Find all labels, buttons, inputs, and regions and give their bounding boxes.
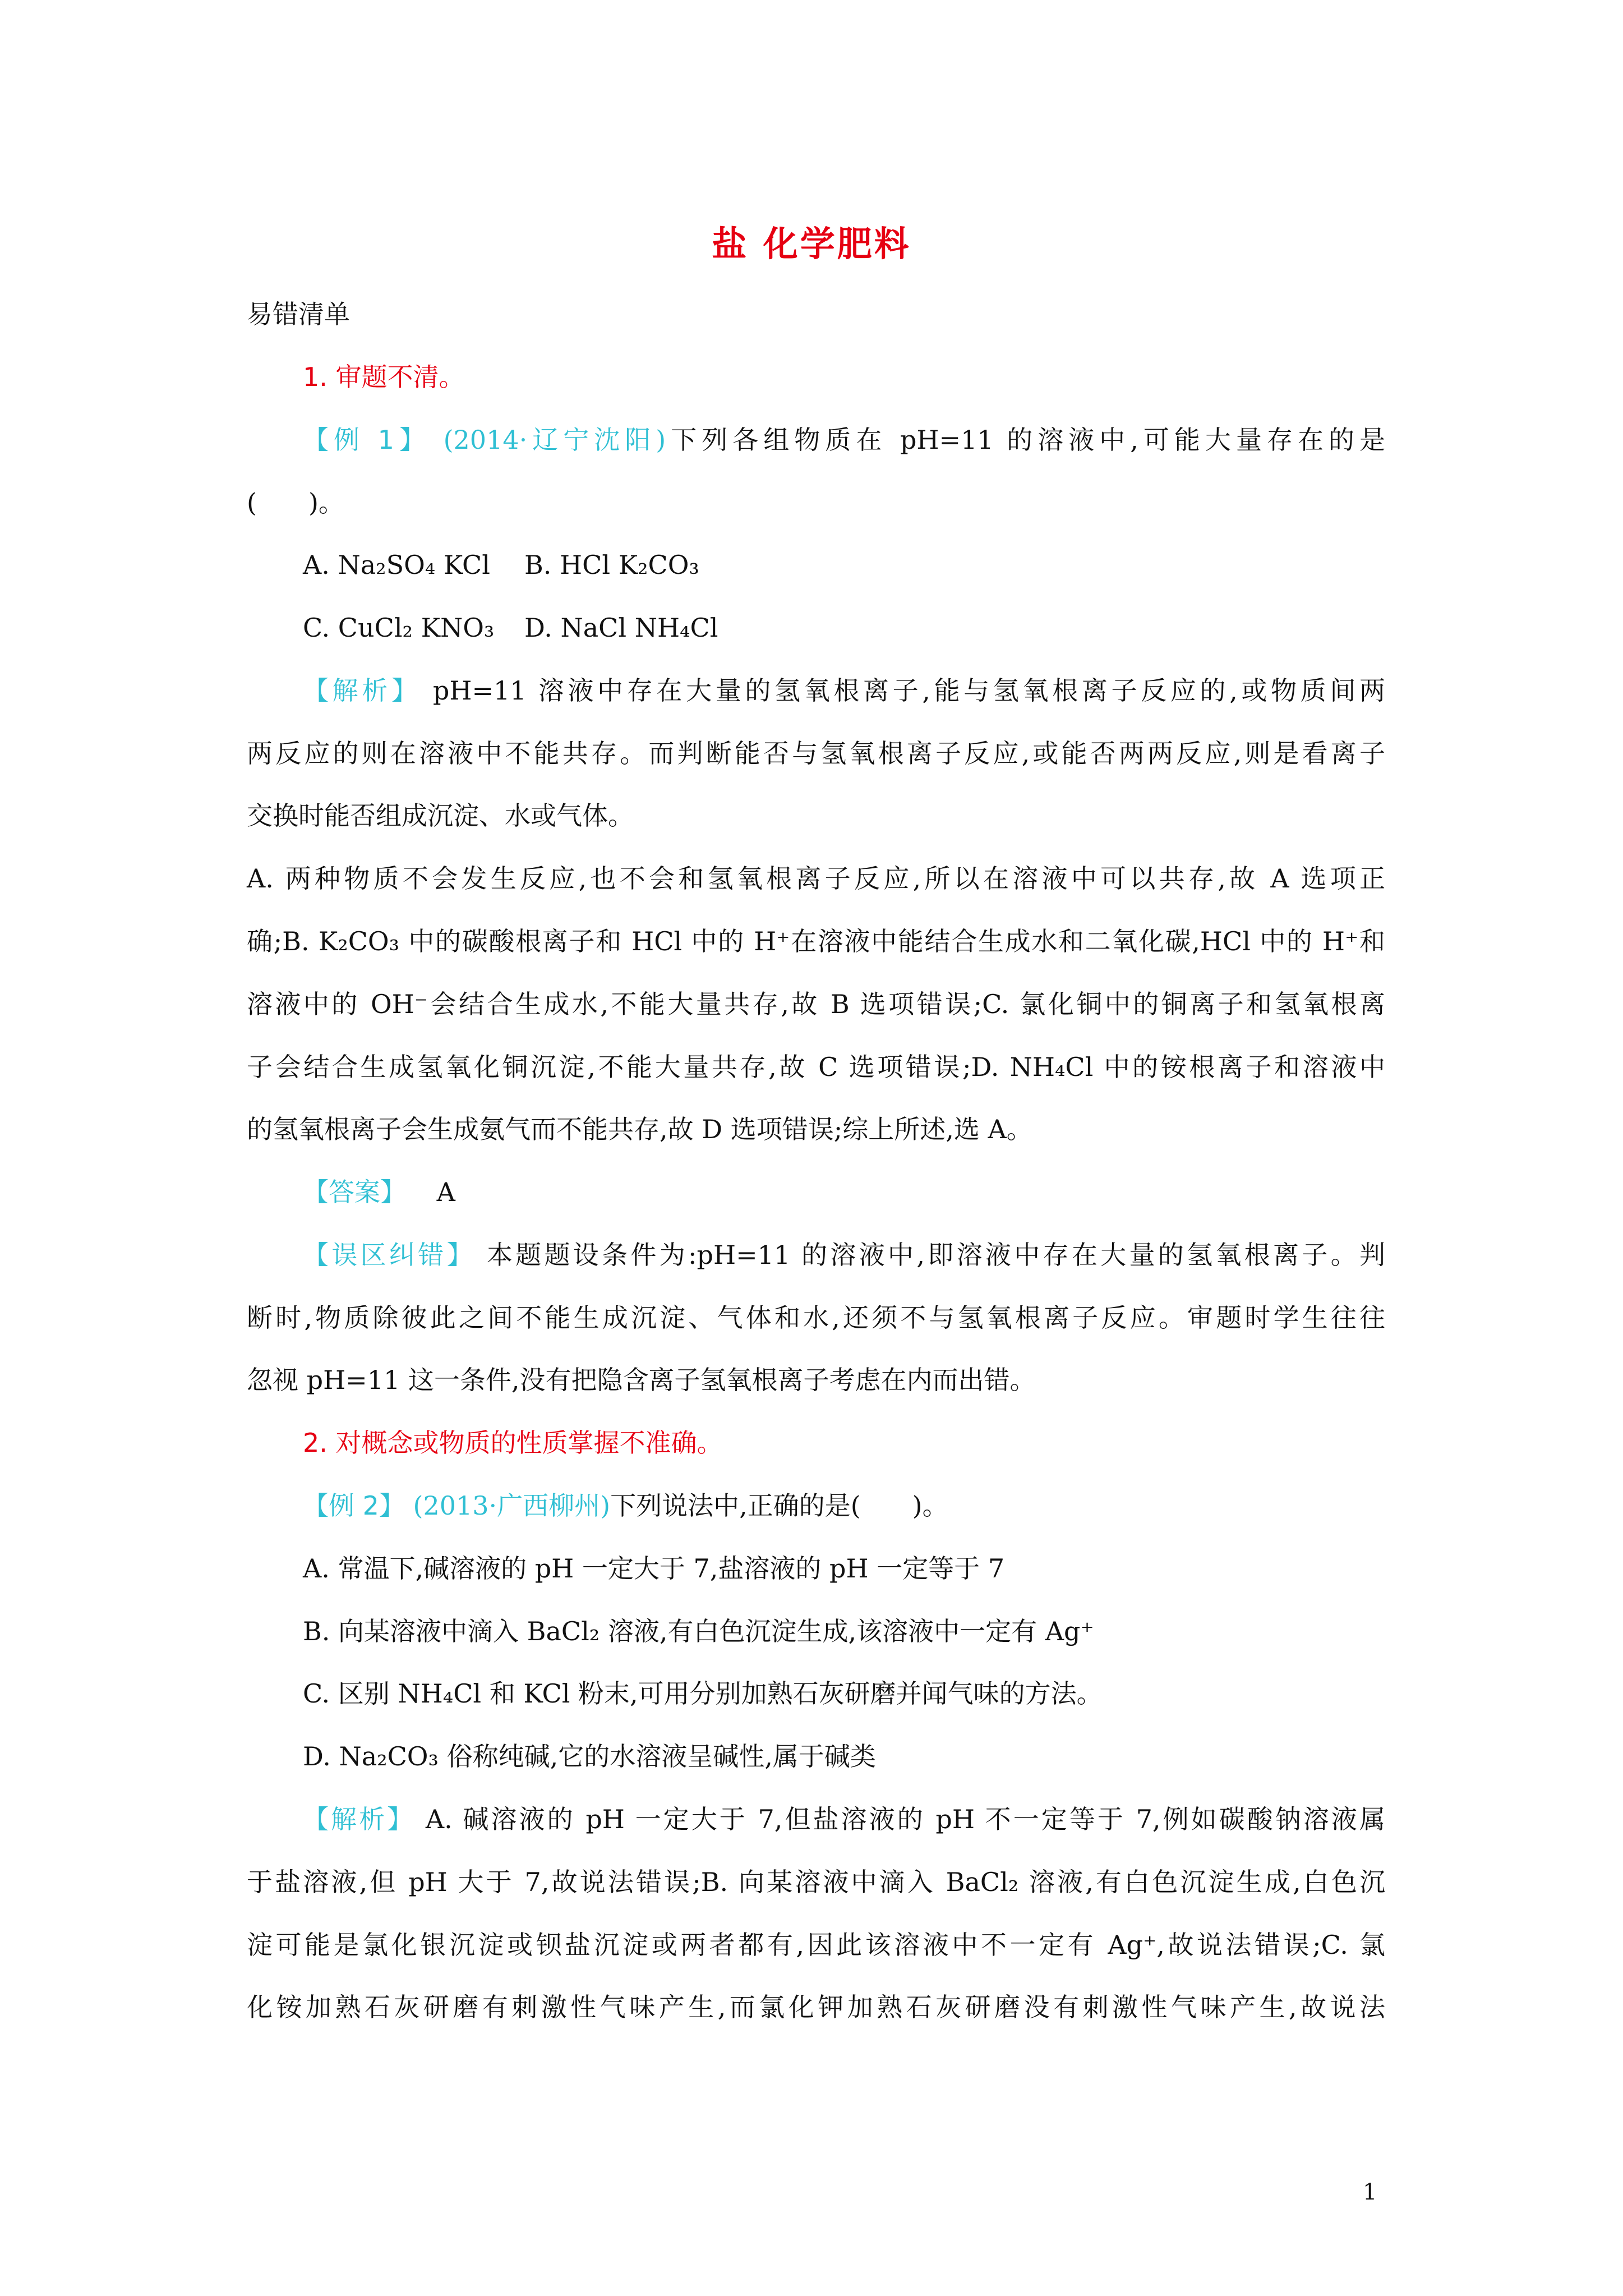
example-1-question-text: 下列各组物质在 pH=11 的溶液中,可能大量存在的是 bbox=[666, 425, 1385, 455]
example-1-detail-line-3: 溶液中的 OH⁻会结合生成水,不能大量共存,故 B 选项错误;C. 氯化铜中的铜离子和氢氧根离 bbox=[247, 989, 1385, 1019]
example-2-option-c: C. 区别 NH₄Cl 和 KCl 粉末,可用分别加熟石灰研磨并闻气味的方法。 bbox=[303, 1678, 1103, 1709]
example-1-analysis-text: pH=11 溶液中存在大量的氢氧根离子,能与氢氧根离子反应的,或物质间两 bbox=[432, 675, 1386, 706]
example-1-analysis bbox=[303, 674, 1385, 707]
example-1-analysis-line-3: 交换时能否组成沉淀、水或气体。 bbox=[247, 800, 634, 831]
example-1-error-line-3: 忽视 pH=11 这一条件,没有把隐含离子氢氧根离子考虑在内而出错。 bbox=[247, 1365, 1036, 1395]
example-1-options-ab bbox=[303, 548, 1385, 582]
example-2-source: (2013·广西柳州) bbox=[413, 1490, 611, 1521]
example-1-error-tag: 【误区纠错】 bbox=[303, 1240, 476, 1270]
example-1-question-blank: ( )。 bbox=[247, 487, 344, 518]
example-1-source: (2014·辽宁沈阳) bbox=[443, 425, 666, 455]
page-number: 1 bbox=[1363, 2179, 1377, 2205]
example-1-option-c: C. CuCl₂ KNO₃ bbox=[303, 613, 495, 643]
example-2-analysis-tag: 【解析】 bbox=[303, 1804, 416, 1834]
example-2-option-a: A. 常温下,碱溶液的 pH 一定大于 7,盐溶液的 pH 一定等于 7 bbox=[303, 1553, 1005, 1584]
example-1-detail-line-5: 的氢氧根离子会生成氨气而不能共存,故 D 选项错误;综上所述,选 A。 bbox=[247, 1114, 1032, 1144]
example-2-analysis-line-2: 于盐溶液,但 pH 大于 7,故说法错误;B. 向某溶液中滴入 BaCl₂ 溶液,有白色沉淀生成,白色沉 bbox=[247, 1867, 1385, 1897]
example-1-answer-value: A bbox=[436, 1177, 455, 1207]
point-2-heading: 2. 对概念或物质的性质掌握不准确。 bbox=[303, 1428, 723, 1458]
section-heading: 易错清单 bbox=[247, 299, 350, 329]
example-1-detail-line-2: 确;B. K₂CO₃ 中的碳酸根离子和 HCl 中的 H⁺在溶液中能结合生成水和二氧化碳,HCl 中的 H⁺和 bbox=[247, 926, 1385, 956]
example-1-answer-tag: 【答案】 bbox=[303, 1177, 406, 1207]
example-1-error-line-2: 断时,物质除彼此之间不能生成沉淀、气体和水,还须不与氢氧根离子反应。审题时学生往往 bbox=[247, 1303, 1385, 1333]
example-1-analysis-tag: 【解析】 bbox=[303, 675, 421, 706]
example-1-error-note bbox=[303, 1238, 1385, 1272]
example-2-analysis-line-4: 化铵加熟石灰研磨有刺激性气味产生,而氯化钾加熟石灰研磨没有刺激性气味产生,故说法 bbox=[247, 1992, 1385, 2022]
example-2-option-b: B. 向某溶液中滴入 BaCl₂ 溶液,有白色沉淀生成,该溶液中一定有 Ag⁺ bbox=[303, 1616, 1094, 1646]
example-2-tag: 【例 2】 bbox=[303, 1490, 405, 1521]
example-2-question-text: 下列说法中,正确的是( )。 bbox=[610, 1490, 948, 1521]
example-2-analysis bbox=[303, 1802, 1385, 1836]
point-1-heading: 1. 审题不清。 bbox=[303, 362, 465, 392]
example-1-error-text: 本题题设条件为:pH=11 的溶液中,即溶液中存在大量的氢氧根离子。判 bbox=[486, 1240, 1385, 1270]
example-2-question bbox=[303, 1489, 1385, 1522]
example-1-option-a: A. Na₂SO₄ KCl bbox=[303, 550, 490, 580]
example-1-answer bbox=[303, 1175, 1385, 1209]
example-2-analysis-text: A. 碱溶液的 pH 一定大于 7,但盐溶液的 pH 不一定等于 7,例如碳酸钠溶液属 bbox=[425, 1804, 1385, 1834]
example-1-tag: 【例 1】 bbox=[303, 425, 430, 455]
example-1-options-cd bbox=[303, 611, 1385, 645]
example-2-option-d: D. Na₂CO₃ 俗称纯碱,它的水溶液呈碱性,属于碱类 bbox=[303, 1741, 876, 1772]
example-1-option-b: B. HCl K₂CO₃ bbox=[524, 550, 699, 580]
example-1-detail-line-4: 子会结合生成氢氧化铜沉淀,不能大量共存,故 C 选项错误;D. NH₄Cl 中的铵根离子和溶液中 bbox=[247, 1052, 1385, 1082]
example-1-analysis-line-2: 两反应的则在溶液中不能共存。而判断能否与氢氧根离子反应,或能否两两反应,则是看离子 bbox=[247, 738, 1385, 769]
page-title: 盐 化学肥料 bbox=[712, 223, 911, 264]
example-1-question bbox=[303, 423, 1385, 457]
example-1-detail-line-1: A. 两种物质不会发生反应,也不会和氢氧根离子反应,所以在溶液中可以共存,故 A 选项正 bbox=[247, 863, 1385, 894]
example-2-analysis-line-3: 淀可能是氯化银沉淀或钡盐沉淀或两者都有,因此该溶液中不一定有 Ag⁺,故说法错误;C. 氯 bbox=[247, 1930, 1385, 1960]
example-1-option-d: D. NaCl NH₄Cl bbox=[524, 613, 718, 643]
